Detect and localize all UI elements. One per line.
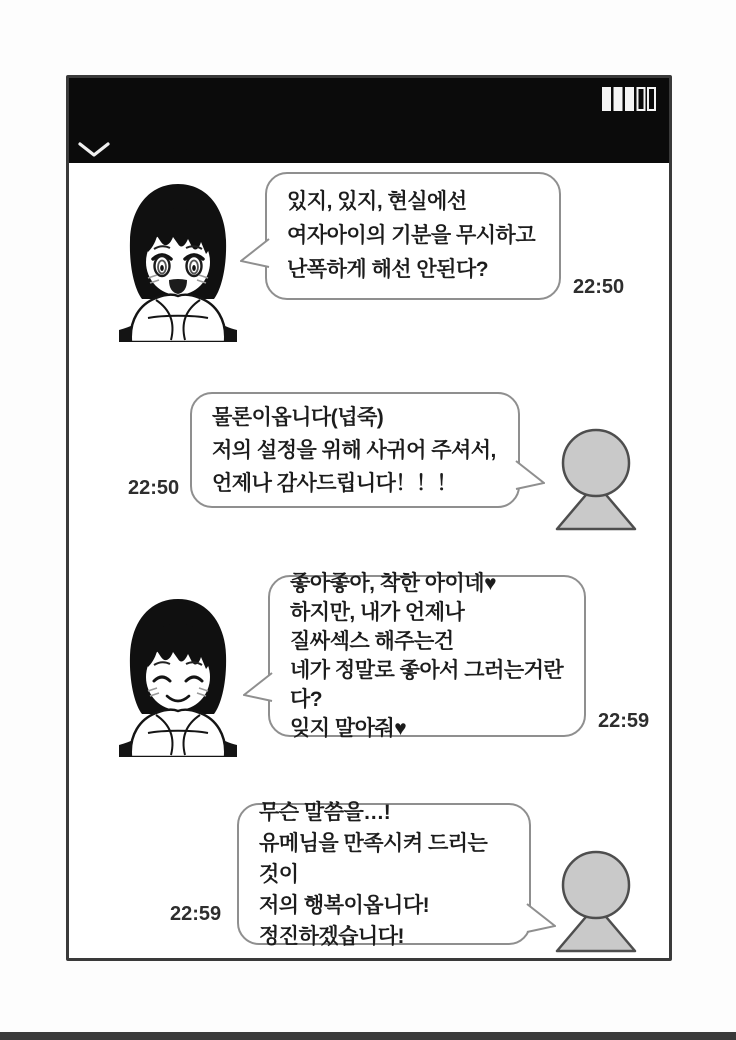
bubble-tail <box>240 238 270 272</box>
bottom-bar <box>0 1032 736 1040</box>
message-bubble <box>268 572 586 740</box>
phone-frame <box>66 75 672 961</box>
message-line: 여자아이의 기분을 무시하고 <box>287 224 536 247</box>
message-line: 언제나 감사드립니다！！！ <box>212 471 457 495</box>
message-line: 있지, 있지, 현실에선 <box>287 190 467 213</box>
message-bubble <box>237 800 531 948</box>
message-line: 잊지 말아줘♥ <box>290 717 407 740</box>
message-line: 유메님을 만족시켜 드리는 것이 <box>259 831 488 886</box>
chat-header <box>69 78 669 163</box>
message-line: 정진하겠습니다! <box>259 924 404 948</box>
message-line: 무슨 말씀을…! <box>259 800 391 824</box>
message-line: 난폭하게 해선 안된다? <box>287 258 489 281</box>
girl-closed-smile-avatar[interactable] <box>115 595 241 757</box>
person-silhouette-avatar[interactable] <box>553 845 639 955</box>
bubble-tail <box>526 903 556 937</box>
message-line: 하지만, 내가 언제나 <box>290 601 465 624</box>
person-silhouette-avatar[interactable] <box>553 423 639 533</box>
girl-open-smile-avatar[interactable] <box>115 180 241 342</box>
message-line: 저의 설정을 위해 사귀어 주셔서, <box>212 438 496 462</box>
timestamp: 22:59 <box>598 710 650 732</box>
message-line: 좋아좋아, 착한 아이네♥ <box>290 572 497 595</box>
timestamp: 22:50 <box>128 477 180 499</box>
timestamp: 22:50 <box>573 276 625 298</box>
message-bubble <box>190 392 520 508</box>
battery-icon <box>602 87 657 111</box>
message-line: 네가 정말로 좋아서 그러는거란다? <box>290 659 564 711</box>
message-bubble <box>265 172 561 300</box>
message-line: 질싸섹스 해주는건 <box>290 630 454 653</box>
message-line: 저의 행복이옵니다! <box>259 893 430 917</box>
chevron-down-icon[interactable] <box>78 141 110 158</box>
message-line: 물론이옵니다(넙죽) <box>212 405 384 429</box>
bubble-tail <box>243 672 273 706</box>
bubble-tail <box>515 460 545 494</box>
timestamp: 22:59 <box>170 903 222 925</box>
